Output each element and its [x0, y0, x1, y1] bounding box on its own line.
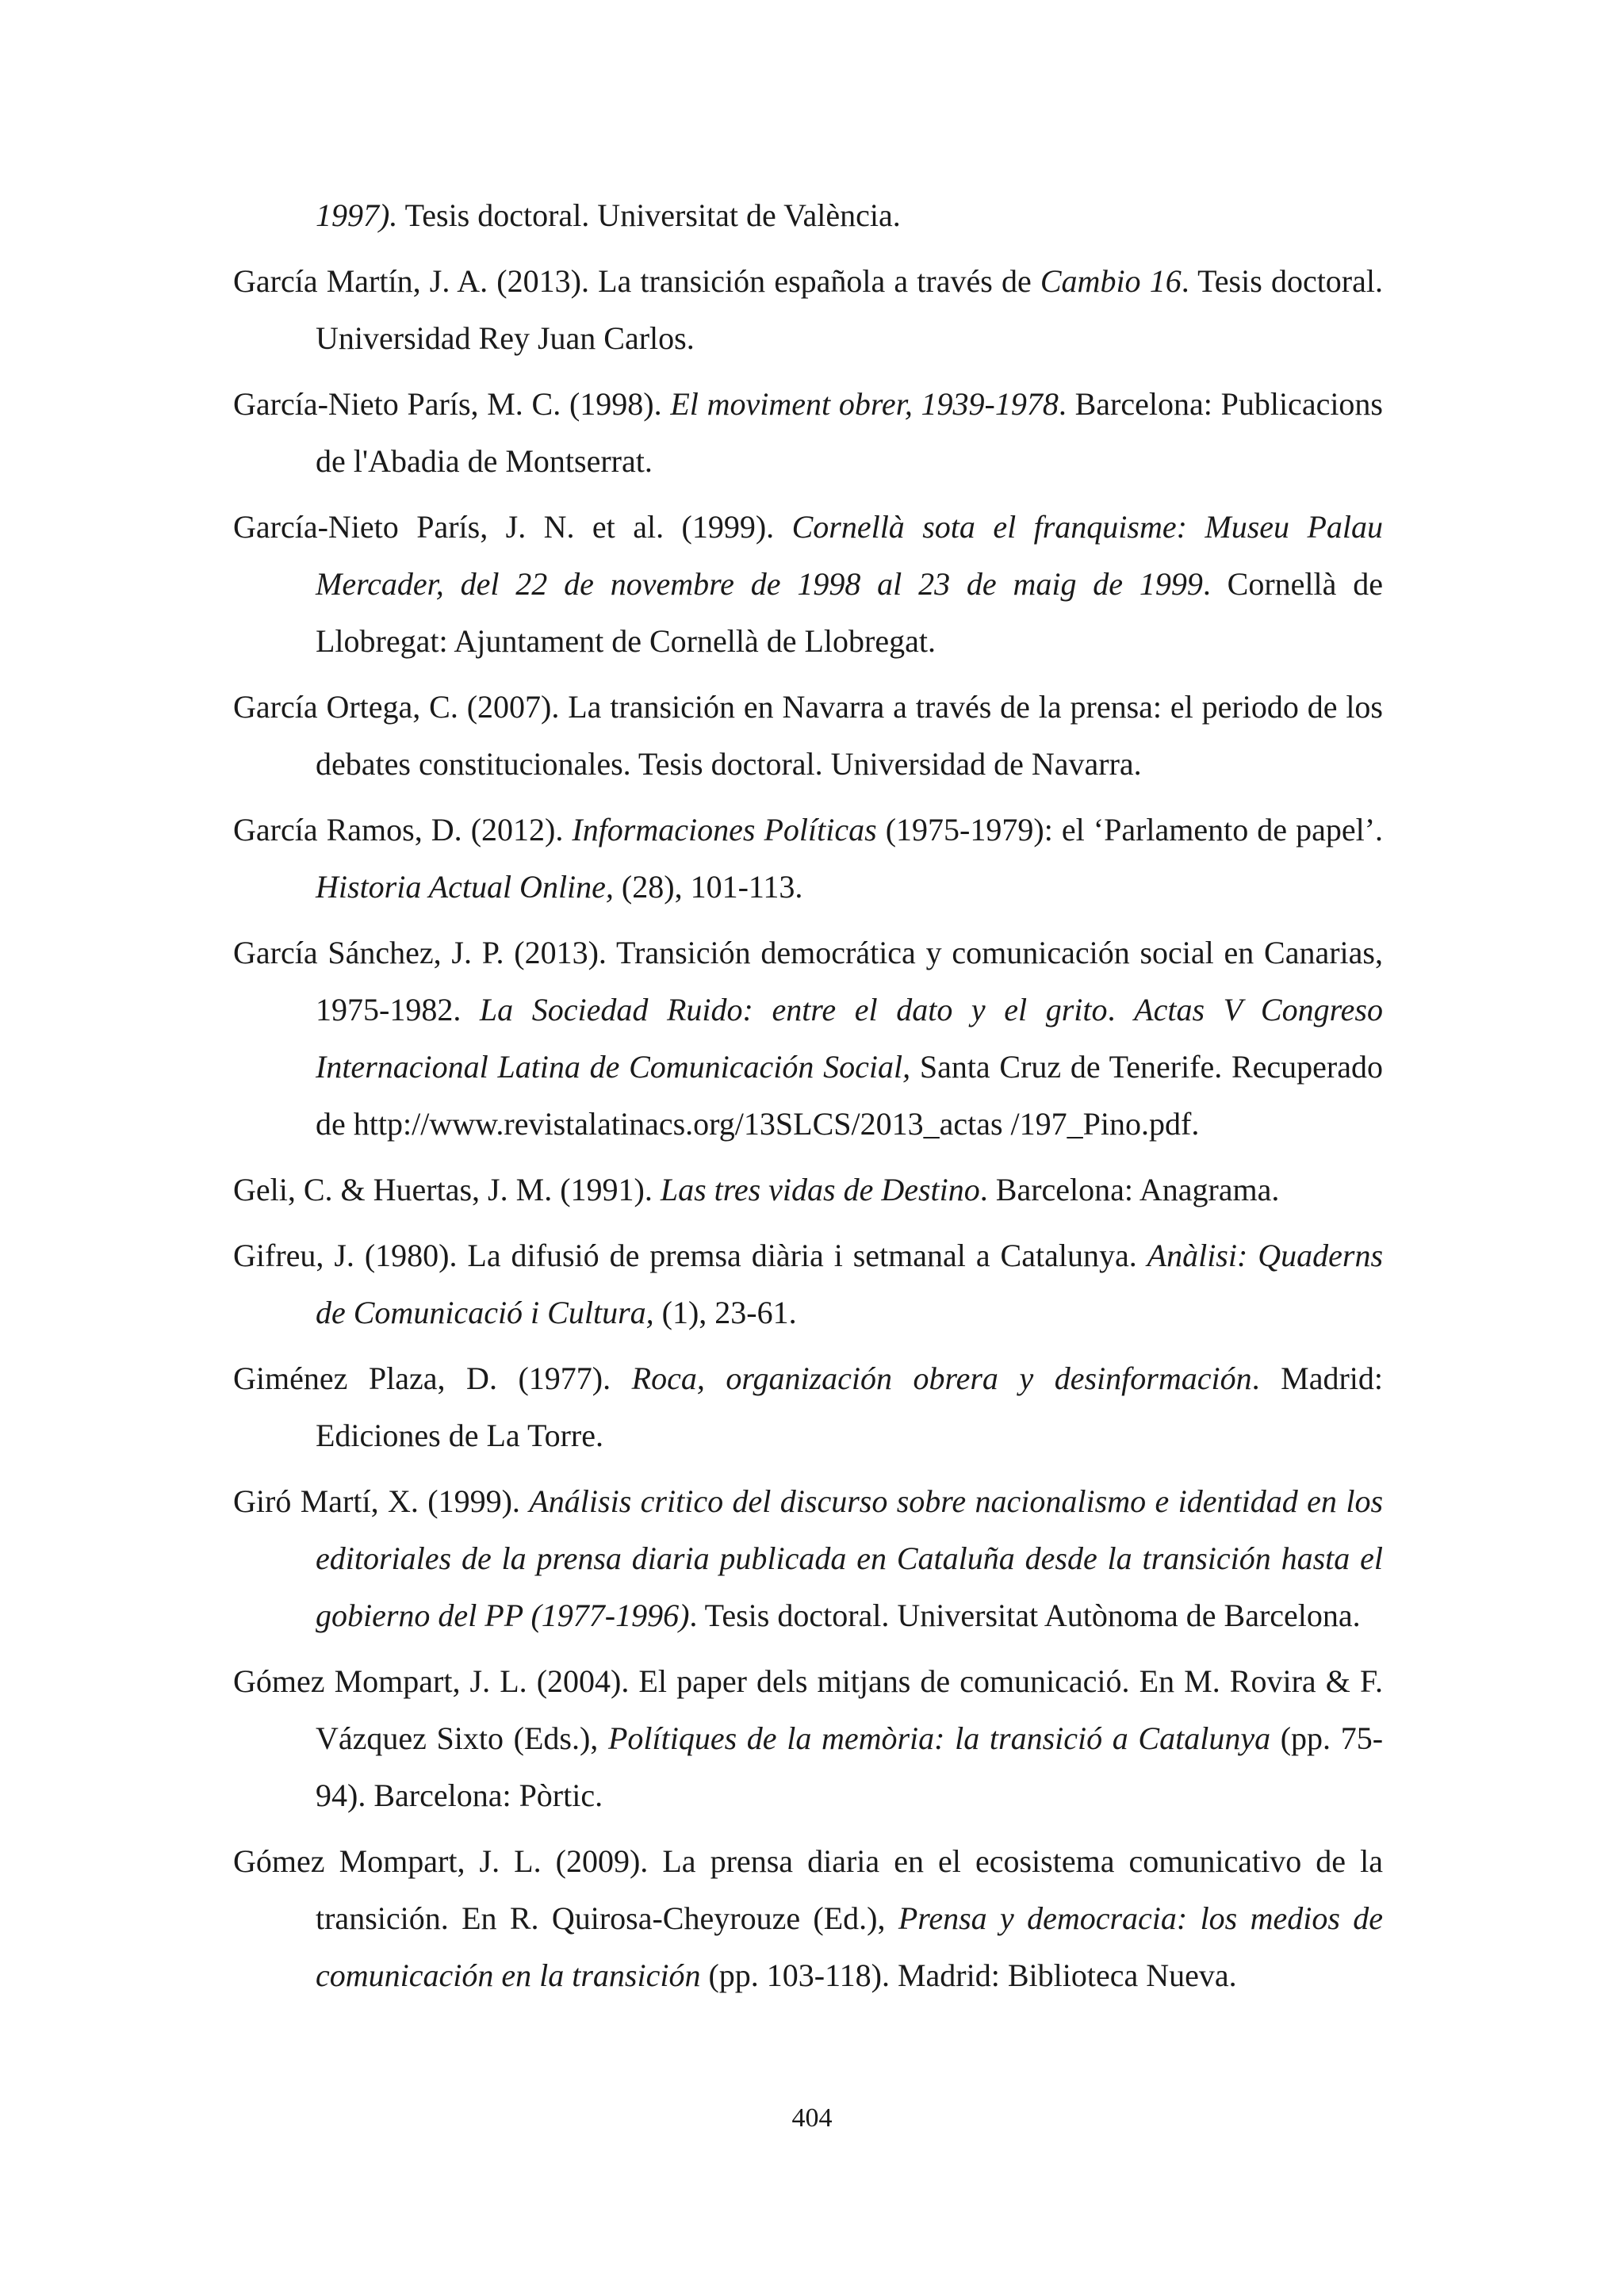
- reference-entry: [233, 187, 1383, 244]
- reference-italic-text: Las tres vidas de Destino: [660, 1172, 980, 1207]
- reference-text: Giró Martí, X. (1999).: [233, 1483, 530, 1519]
- reference-entry: [233, 679, 1383, 793]
- reference-text: García-Nieto París, M. C. (1998).: [233, 386, 671, 422]
- reference-italic-text: Historia Actual Online,: [316, 869, 614, 905]
- reference-entry: [233, 1161, 1383, 1219]
- reference-text: . Barcelona: Publicacions de l'Abadia de Montserrat.: [316, 386, 1383, 479]
- reference-text: . Tesis doctoral. Universitat Autònoma de Barcelona.: [689, 1598, 1361, 1633]
- reference-italic-text: Roca, organización obrera y desinformación: [631, 1360, 1252, 1396]
- reference-entry: [233, 1653, 1383, 1824]
- reference-entry: [233, 1473, 1383, 1644]
- reference-text: .: [1107, 992, 1135, 1027]
- reference-italic-text: Informaciones Políticas: [572, 812, 877, 848]
- reference-text: Tesis doctoral. Universitat de València.: [397, 197, 901, 233]
- reference-entry: [233, 802, 1383, 916]
- reference-text: Giménez Plaza, D. (1977).: [233, 1360, 632, 1396]
- reference-text: Santa Cruz de Tenerife. Recuperado de http://www.revistalatinacs.org/13SLCS/2013_actas /197_Pino.pdf.: [316, 1049, 1384, 1142]
- reference-text: . Tesis doctoral. Universidad Rey Juan Carlos.: [316, 263, 1383, 356]
- reference-italic-text: La Sociedad Ruido: entre el dato y el grito: [479, 992, 1108, 1027]
- reference-entry: [233, 1833, 1383, 2004]
- reference-italic-text: Cambio 16: [1040, 263, 1182, 299]
- reference-text: . Madrid: Ediciones de La Torre.: [316, 1360, 1383, 1453]
- reference-entry: [233, 924, 1383, 1153]
- reference-italic-text: Anàlisi: Quaderns de Comunicació i Cultura,: [316, 1238, 1384, 1330]
- reference-entry: [233, 1227, 1383, 1341]
- reference-text: Gómez Mompart, J. L. (2004). El paper dels mitjans de comunicació. En M. Rovira & F. Vázquez Sixto (Eds.),: [233, 1663, 1383, 1756]
- reference-text: García Ramos, D. (2012).: [233, 812, 573, 848]
- reference-text: García Sánchez, J. P. (2013). Transición democrática y comunicación social en Canarias, 1975-1982.: [233, 935, 1383, 1027]
- reference-italic-text: Cornellà sota el franquisme: Museu Palau Mercader, del 22 de novembre de 1998 al 23 de maig de 1999: [316, 509, 1383, 602]
- reference-text: Gifreu, J. (1980). La difusió de premsa diària i setmanal a Catalunya.: [233, 1238, 1147, 1273]
- reference-entry: [233, 499, 1383, 670]
- reference-italic-text: 1997).: [316, 197, 398, 233]
- reference-text: García Ortega, C. (2007). La transición en Navarra a través de la prensa: el periodo de los debates constitucionales. Tesis doctoral. Universidad de Navarra.: [233, 689, 1383, 782]
- reference-entry: [233, 1350, 1383, 1464]
- reference-text: (1975-1979): el ‘Parlamento de papel’.: [876, 812, 1384, 848]
- reference-text: (28), 101-113.: [613, 869, 803, 905]
- reference-text: García Martín, J. A. (2013). La transición española a través de: [233, 263, 1040, 299]
- reference-text: . Cornellà de Llobregat: Ajuntament de Cornellà de Llobregat.: [316, 566, 1383, 659]
- reference-italic-text: Análisis critico del discurso sobre nacionalismo e identidad en los editoriales de la prensa diaria publicada en Cataluña desde la transición hasta el gobierno del PP (1977-1996): [316, 1483, 1384, 1633]
- reference-text: Gómez Mompart, J. L. (2009). La prensa diaria en el ecosistema comunicativo de la transición. En R. Quirosa-Cheyrouze (Ed.),: [233, 1843, 1383, 1936]
- reference-text: (1), 23-61.: [653, 1295, 797, 1330]
- reference-text: Geli, C. & Huertas, J. M. (1991).: [233, 1172, 661, 1207]
- reference-italic-text: Actas V Congreso Internacional Latina de Comunicación Social,: [316, 992, 1383, 1085]
- reference-entry: [233, 253, 1383, 367]
- page-number: 404: [791, 2103, 833, 2133]
- reference-text: (pp. 75-94). Barcelona: Pòrtic.: [316, 1720, 1384, 1813]
- reference-text: García-Nieto París, J. N. et al. (1999).: [233, 509, 792, 545]
- reference-list: [233, 187, 1383, 2013]
- reference-italic-text: Prensa y democracia: los medios de comunicación en la transición: [316, 1900, 1383, 1993]
- reference-italic-text: El moviment obrer, 1939-1978: [670, 386, 1059, 422]
- reference-italic-text: Polítiques de la memòria: la transició a Catalunya: [607, 1720, 1271, 1756]
- reference-text: . Barcelona: Anagrama.: [979, 1172, 1280, 1207]
- reference-entry: [233, 376, 1383, 490]
- reference-text: (pp. 103-118). Madrid: Biblioteca Nueva.: [700, 1957, 1237, 1993]
